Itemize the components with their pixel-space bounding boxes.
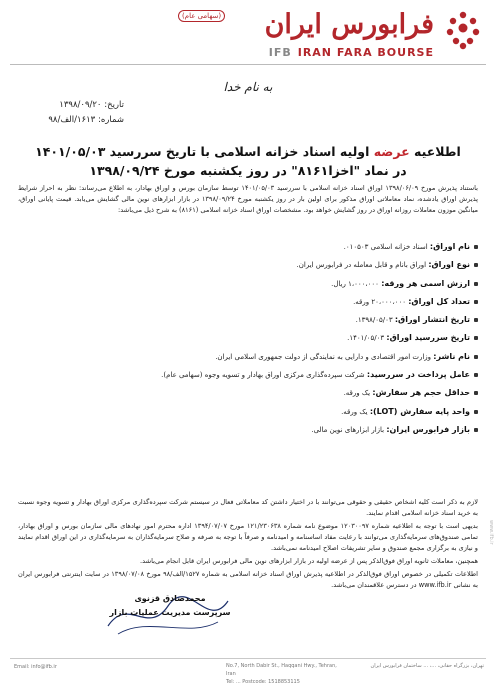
note-paragraph: همچنین، معاملات ثانویه اوراق فوق‌الذکر پس از عرضه اولیه در بازار ابزارهای نوین مالی فرابورس ایران قابل انجام می‌باشد. [140,557,478,565]
brand-en-label: IRAN FARA BOURSE [297,46,434,59]
bullet-icon [474,300,478,304]
detail-value: ۱۴۰۱/۰۵/۰۳. [347,334,387,343]
side-url: www.ifb.ir [488,520,494,545]
detail-item [18,238,478,256]
title-prefix: اطلاعیه [409,144,461,159]
detail-item [18,403,478,421]
brand-name [234,10,434,40]
detail-key: تاریخ سررسید اوراق: [386,333,470,343]
bullet-icon [474,355,478,359]
title-suffix: اولیه اسناد خزانه اسلامی با تاریخ سررسید ۱۴۰۱/۰۵/۰۳ [35,144,374,159]
announcement-title [10,142,486,180]
letter-date: تاریخ: ۱۳۹۸/۰۹/۲۰ [59,100,124,110]
detail-item [18,293,478,311]
bond-details-list [18,238,478,439]
detail-value: وزارت امور اقتصادی و دارایی به نمایندگی از دولت جمهوری اسلامی ایران. [215,352,434,361]
detail-value: یک ورقه. [341,407,370,416]
detail-item [18,421,478,439]
detail-key: حداقل حجم هر سفارش: [372,388,470,398]
detail-key: ارزش اسمی هر ورقه: [381,278,470,288]
letter-number: شماره: ۱۶۱۳/الف/۹۸ [48,115,124,125]
note-paragraph: لازم به ذکر است کلیه اشخاص حقیقی و حقوقی می‌توانند با در اختیار داشتن کد معاملاتی فعال در سیستم شرکت سپرده‌گذاری مرکزی اوراق بهادار و تسویه وجوه نسبت به خرید اسناد خزانه اسلامی اقدام نمایند. [18,498,478,517]
intro-paragraph: باستناد پذیرش مورخ ۱۳۹۸/۰۶/۰۹ اوراق اسناد خزانه اسلامی با سررسید ۱۴۰۱/۰۵/۰۳ توسط سازمان بورس و اوراق بهادار، به اطلاع می‌رساند: نظر به احراز شرایط پذیرش اوراق یادشده، نماد معاملاتی اوراق مذکور برای اولین بار در روز یکشنبه مورخ ۱۳۹۸/۰۹/۲۴ در بازار ابزارهای نوین مالی گشایش می‌یابد. قیمت پایانی اوراق، میانگین موزون معاملات روزانه اوراق در روز گشایش خواهد بود. مشخصات اوراق اسناد خزانه اسلامی (۸۱۶۱) به شرح ذیل می‌باشد: [18,184,479,214]
detail-value: شرکت سپرده‌گذاری مرکزی اوراق بهادار و تسویه وجوه (سهامی عام). [161,371,367,380]
footer-address-en [226,662,346,686]
detail-key: نام اوراق: [429,242,470,251]
detail-value: بازار ابزارهای نوین مالی. [311,425,387,434]
footer-address-fa: تهران، بزرگراه حقانی، ...، ... ساختمان فرابورس ایران [370,663,484,669]
footer-address-line: No.7, North Dabir St., Haqqani Hwy., Tehran, Iran [226,663,337,677]
bullet-icon [474,410,478,414]
detail-item [18,329,478,347]
detail-key: نام ناشر: [433,351,470,361]
detail-item [18,311,478,329]
notes-section [18,497,478,593]
detail-key: عامل پرداخت در سررسید: [366,370,470,380]
bullet-icon [474,373,478,377]
detail-item [18,348,478,366]
basmala: به نام خدا [223,80,273,94]
detail-item [18,275,478,293]
detail-item [18,384,478,402]
detail-value: ۲۰،۰۰۰،۰۰۰ ورقه. [353,297,409,306]
detail-key: نوع اوراق: [428,260,470,270]
bullet-icon [474,282,478,286]
detail-key: تعداد کل اوراق: [408,296,470,306]
title-highlight: عرضه [373,144,410,159]
signature-block [100,592,240,620]
header-divider [10,64,486,65]
bullet-icon [474,336,478,340]
brand-name-fa: فرابورس ایران [264,9,434,40]
detail-value: یک ورقه. [343,389,373,398]
note-paragraph: بدیهی است با توجه به اطلاعیه شماره ۱۲۰۳۰۰۹۷ موضوع نامه شماره ۱۲۱/۲۳۰۶۳۸ مورخ ۱۳۹۴/۰۷/۰۷ اداره محترم امور نهادهای مالی سازمان بورس و اوراق بهادار، تمامی صندوق‌های سرمایه‌گذاری می‌توانند با رعایت مفاد اساسنامه و امیدنامه و صرفاً با توجه به صرفه و صلاح سرمایه‌گذاران به سرمایه‌گذاری در این اوراق اقدام نمایند و نیازی به برگزاری مجمع صندوق و سایر تشریفات اصلاح امیدنامه نمی‌باشد. [18,522,478,552]
detail-value: ۱،۰۰۰،۰۰۰ ریال. [331,279,382,288]
note-paragraph: اطلاعات تکمیلی در خصوص اوراق فوق‌الذکر در اطلاعیه پذیرش اوراق اسناد خزانه اسلامی به شماره ۱۵۲۷/الف/۹۸ مورخ ۱۳۹۸/۰۷/۰۸ در سایت اینترنتی فرابورس ایران به نشانی www.ifb.ir در دسترس علاقمندان می‌باشد. [18,570,478,589]
title-line-1 [10,142,486,161]
detail-value: اوراق بانام و قابل معامله در فرابورس ایران. [296,261,429,270]
detail-value: ۱۳۹۸/۰۵/۰۳. [355,316,395,325]
signatory-role: سرپرست مدیریت عملیات بازار [109,608,231,617]
title-line-2: در نماد "اخزا۸۱۶۱" در روز یکشنبه مورخ ۱۳۹۸/۰۹/۲۴ [89,163,407,178]
brand-tag: (سهامی عام) [178,10,225,22]
detail-value: اسناد خزانه اسلامی ۰۱۰۵۰۳. [343,243,430,251]
bullet-icon [474,263,478,267]
bullet-icon [474,428,478,432]
detail-key: تاریخ انتشار اوراق: [394,315,470,325]
ifb-logo-icon [440,8,486,58]
detail-item [18,256,478,274]
bullet-icon [474,318,478,322]
footer-email: Email: info@ifb.ir [14,664,57,670]
signatory-name: محمدصادق قزنوی [134,594,206,603]
footer-divider [10,658,486,659]
brand-name-en [214,46,434,59]
bullet-icon [474,245,478,249]
footer-tel: Tel: ... Postcode: 1518853115 [226,679,300,685]
bullet-icon [474,391,478,395]
brand-abbr: IFB [268,46,292,59]
letter-meta [24,98,124,128]
detail-key: بازار فرابورس ایران: [386,424,470,434]
detail-item [18,366,478,384]
detail-key: واحد پایه سفارش (LOT): [369,406,470,416]
